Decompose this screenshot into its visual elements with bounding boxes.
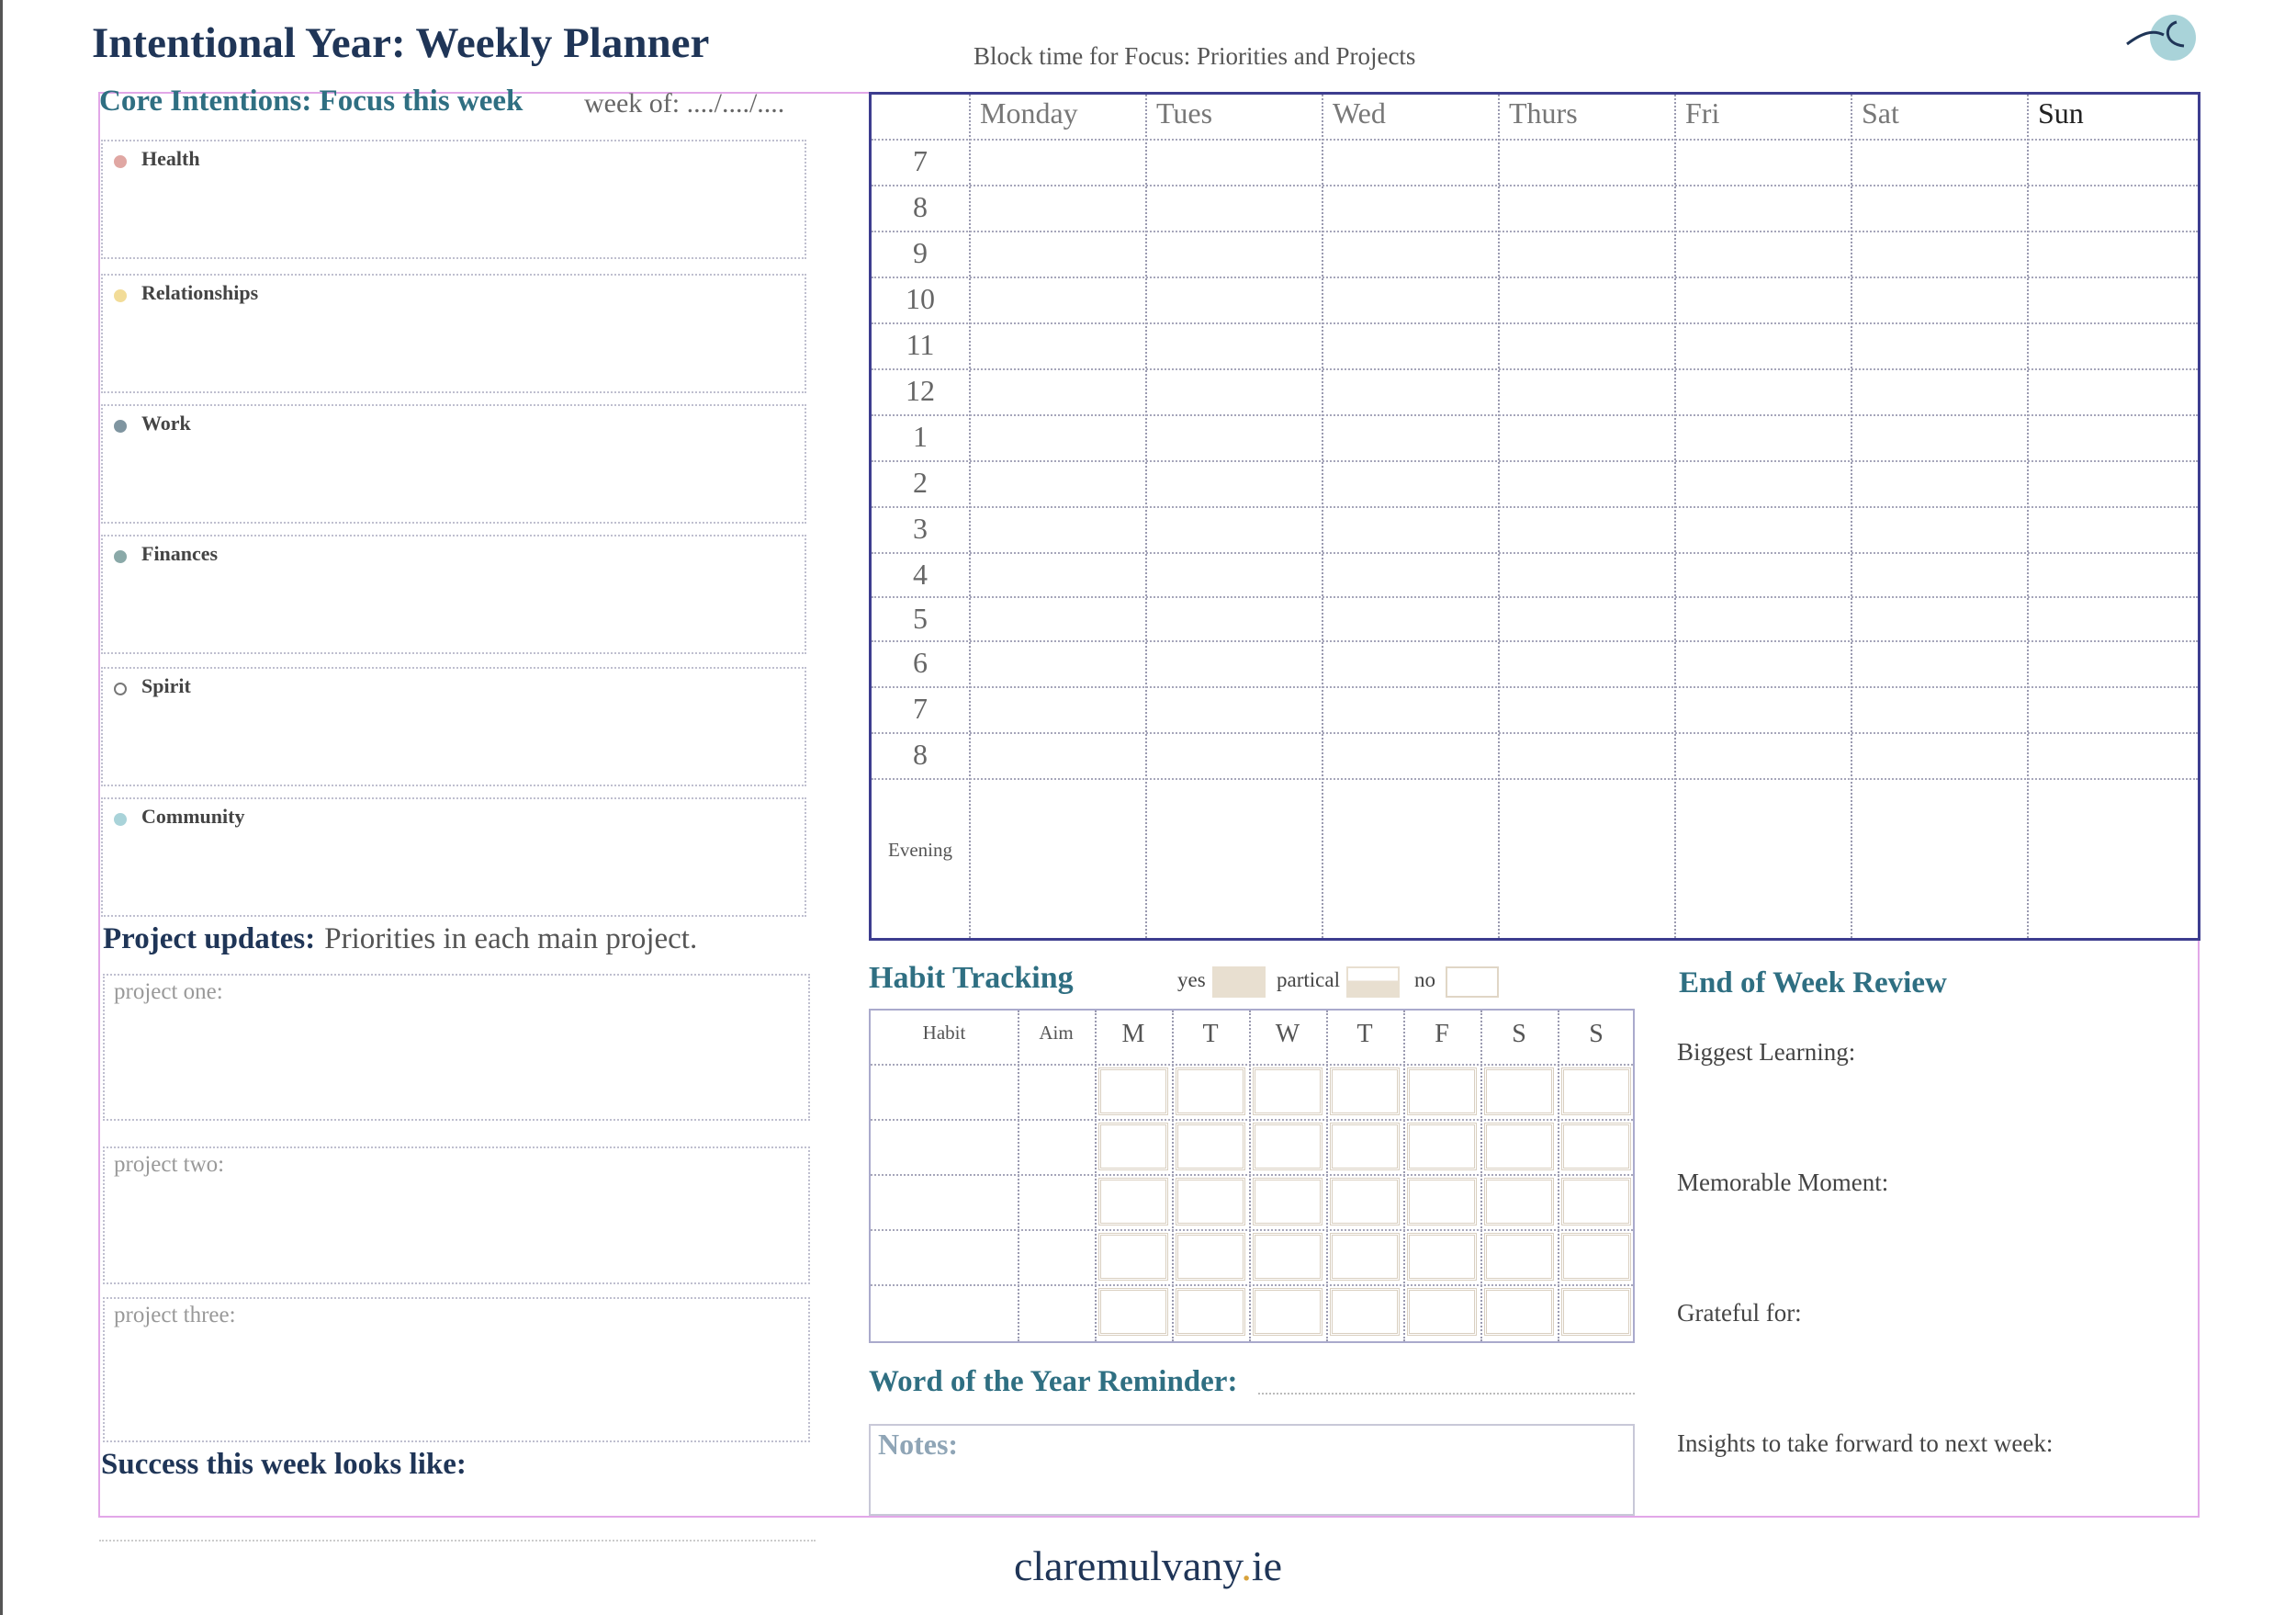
project-box-one[interactable]: [103, 974, 810, 1121]
habit-day-header: M: [1121, 1020, 1145, 1048]
intention-box-spirit[interactable]: [101, 667, 806, 786]
aim-column-header: Aim: [1039, 1022, 1074, 1044]
end-of-week-review-heading: End of Week Review: [1679, 966, 1947, 999]
schedule-row-divider: [872, 277, 2198, 278]
review-prompt-insights: Insights to take forward to next week:: [1677, 1429, 2054, 1457]
hour-label: 6: [913, 646, 928, 679]
habit-checkbox[interactable]: [1253, 1288, 1322, 1336]
intention-label-relationships: Relationships: [141, 281, 259, 304]
word-of-year-heading: Word of the Year Reminder:: [869, 1365, 1238, 1398]
work-dot-icon: [114, 420, 127, 433]
word-of-year-write-line[interactable]: [1258, 1393, 1635, 1395]
habit-checkbox[interactable]: [1330, 1123, 1400, 1170]
habit-checkbox[interactable]: [1098, 1067, 1168, 1115]
schedule-column-divider: [969, 95, 971, 938]
project-label-two: project two:: [114, 1152, 225, 1177]
habit-day-header: S: [1512, 1020, 1526, 1048]
relationships-dot-icon: [114, 289, 127, 302]
weekly-schedule-grid: [869, 92, 2200, 941]
intention-label-community: Community: [141, 805, 245, 828]
day-header-sun: Sun: [2038, 96, 2084, 130]
habit-checkbox[interactable]: [1330, 1288, 1400, 1336]
habit-checkbox[interactable]: [1407, 1233, 1477, 1281]
hour-label: 3: [913, 512, 928, 545]
intention-label-spirit: Spirit: [141, 674, 191, 697]
project-updates-label: Project updates:: [103, 922, 316, 955]
intention-box-relationships[interactable]: [101, 274, 806, 393]
habit-row-divider: [871, 1174, 1633, 1176]
schedule-row-divider: [872, 596, 2198, 598]
schedule-row-divider: [872, 732, 2198, 734]
schedule-row-divider: [872, 185, 2198, 186]
schedule-column-divider: [1322, 95, 1323, 938]
habit-checkbox[interactable]: [1407, 1067, 1477, 1115]
day-header-sat: Sat: [1862, 96, 1899, 130]
habit-checkbox[interactable]: [1484, 1067, 1554, 1115]
habit-checkbox[interactable]: [1176, 1178, 1245, 1225]
habit-checkbox[interactable]: [1407, 1288, 1477, 1336]
success-heading: Success this week looks like:: [101, 1448, 467, 1481]
habit-checkbox[interactable]: [1176, 1288, 1245, 1336]
intention-box-health[interactable]: [101, 140, 806, 259]
hour-label: 8: [913, 190, 928, 223]
evening-label: Evening: [888, 839, 952, 861]
wave-logo-icon: [2123, 13, 2204, 62]
page-left-edge: [0, 0, 3, 1615]
habit-day-header: S: [1589, 1020, 1604, 1048]
notes-box[interactable]: [869, 1424, 1635, 1516]
schedule-column-divider: [1145, 95, 1147, 938]
schedule-column-divider: [2027, 95, 2029, 938]
habit-checkbox[interactable]: [1176, 1067, 1245, 1115]
hour-label: 9: [913, 236, 928, 269]
hour-label: 11: [906, 328, 935, 361]
habit-day-header: W: [1275, 1020, 1300, 1048]
habit-checkbox[interactable]: [1098, 1233, 1168, 1281]
footer-website: [0, 1542, 2296, 1590]
schedule-column-divider: [1851, 95, 1852, 938]
habit-column-divider: [1558, 1011, 1559, 1341]
schedule-row-divider: [872, 414, 2198, 416]
habit-checkbox[interactable]: [1330, 1067, 1400, 1115]
intention-label-work: Work: [141, 412, 191, 435]
habit-checkbox[interactable]: [1484, 1178, 1554, 1225]
habit-checkbox[interactable]: [1253, 1067, 1322, 1115]
hour-label: 4: [913, 558, 928, 591]
day-header-monday: Monday: [980, 96, 1078, 130]
habit-day-header: F: [1435, 1020, 1449, 1048]
habit-day-header: T: [1356, 1020, 1373, 1048]
community-dot-icon: [114, 813, 127, 826]
project-box-three[interactable]: [103, 1297, 810, 1442]
schedule-row-divider: [872, 139, 2198, 141]
health-dot-icon: [114, 155, 127, 168]
intention-box-finances[interactable]: [101, 535, 806, 654]
habit-checkbox[interactable]: [1176, 1233, 1245, 1281]
hour-label: 2: [913, 466, 928, 499]
habit-checkbox[interactable]: [1561, 1123, 1631, 1170]
habit-checkbox[interactable]: [1098, 1178, 1168, 1225]
page-subtitle: Block time for Focus: Priorities and Projects: [974, 42, 1416, 70]
schedule-row-divider: [872, 322, 2198, 324]
intention-label-finances: Finances: [141, 542, 219, 565]
habit-checkbox[interactable]: [1176, 1123, 1245, 1170]
habit-checkbox[interactable]: [1407, 1178, 1477, 1225]
habit-checkbox[interactable]: [1330, 1178, 1400, 1225]
hour-label: 5: [913, 602, 928, 635]
schedule-row-divider: [872, 686, 2198, 688]
review-prompt-memorable-moment: Memorable Moment:: [1677, 1169, 1889, 1196]
project-box-two[interactable]: [103, 1146, 810, 1284]
intention-box-community[interactable]: [101, 797, 806, 917]
habit-checkbox[interactable]: [1253, 1233, 1322, 1281]
habit-column-divider: [1249, 1011, 1251, 1341]
habit-tracking-table: [869, 1009, 1635, 1343]
footer-site-prefix: claremulvany: [1013, 1542, 1242, 1589]
habit-row-divider: [871, 1119, 1633, 1121]
intention-label-health: Health: [141, 147, 200, 170]
project-updates-heading: [103, 922, 697, 956]
habit-row-divider: [871, 1229, 1633, 1231]
habit-checkbox[interactable]: [1407, 1123, 1477, 1170]
habit-checkbox[interactable]: [1253, 1178, 1322, 1225]
habit-checkbox[interactable]: [1098, 1288, 1168, 1336]
legend-no-label: no: [1414, 968, 1435, 991]
day-header-wed: Wed: [1333, 96, 1386, 130]
hour-label: 10: [906, 282, 935, 315]
day-header-fri: Fri: [1685, 96, 1720, 130]
project-label-one: project one:: [114, 979, 223, 1004]
habit-column-divider: [1172, 1011, 1174, 1341]
legend-partial-swatch: [1346, 966, 1400, 998]
habit-checkbox[interactable]: [1561, 1178, 1631, 1225]
schedule-row-divider: [872, 552, 2198, 554]
schedule-row-divider: [872, 368, 2198, 370]
legend-no-swatch: [1446, 966, 1499, 998]
hour-label: 12: [906, 374, 935, 407]
project-updates-caption: Priorities in each main project.: [324, 922, 698, 955]
schedule-column-divider: [1498, 95, 1500, 938]
habit-checkbox[interactable]: [1561, 1067, 1631, 1115]
habit-checkbox[interactable]: [1484, 1233, 1554, 1281]
schedule-column-divider: [1674, 95, 1676, 938]
habit-checkbox[interactable]: [1561, 1233, 1631, 1281]
week-of-field[interactable]: week of: ..../..../....: [584, 88, 785, 119]
habit-checkbox[interactable]: [1561, 1288, 1631, 1336]
hour-label: 8: [913, 738, 928, 771]
habit-checkbox[interactable]: [1484, 1288, 1554, 1336]
habit-column-divider: [1018, 1011, 1019, 1341]
page-title: Intentional Year: Weekly Planner: [92, 19, 710, 67]
habit-row-divider: [871, 1284, 1633, 1286]
day-header-tues: Tues: [1156, 96, 1213, 130]
schedule-row-divider: [872, 778, 2198, 780]
footer-site-suffix: ie: [1251, 1542, 1283, 1589]
finances-dot-icon: [114, 550, 127, 563]
hour-label: 7: [913, 692, 928, 725]
intention-box-work[interactable]: [101, 404, 806, 524]
legend-yes-swatch: [1212, 966, 1266, 998]
habit-day-header: T: [1202, 1020, 1219, 1048]
habit-column-divider: [1095, 1011, 1097, 1341]
review-prompt-grateful-for: Grateful for:: [1677, 1299, 1802, 1327]
habit-column-header: Habit: [922, 1022, 966, 1044]
schedule-row-divider: [872, 460, 2198, 462]
habit-row-divider: [871, 1064, 1633, 1066]
habit-column-divider: [1480, 1011, 1482, 1341]
schedule-row-divider: [872, 231, 2198, 232]
schedule-row-divider: [872, 640, 2198, 642]
habit-tracking-heading: Habit Tracking: [869, 961, 1074, 995]
spirit-dot-icon: [114, 683, 127, 695]
schedule-row-divider: [872, 506, 2198, 508]
footer-site-dot: .: [1241, 1542, 1252, 1589]
habit-checkbox[interactable]: [1098, 1123, 1168, 1170]
core-intentions-heading: Core Intentions: Focus this week: [99, 85, 523, 118]
habit-column-divider: [1326, 1011, 1328, 1341]
legend-yes-label: yes: [1177, 968, 1206, 991]
review-prompt-biggest-learning: Biggest Learning:: [1677, 1038, 1856, 1066]
notes-label: Notes:: [878, 1428, 959, 1461]
day-header-thurs: Thurs: [1509, 96, 1578, 130]
legend-partial-label: partical: [1277, 968, 1340, 991]
project-label-three: project three:: [114, 1303, 236, 1327]
habit-checkbox[interactable]: [1330, 1233, 1400, 1281]
habit-checkbox[interactable]: [1484, 1123, 1554, 1170]
habit-column-divider: [1403, 1011, 1405, 1341]
habit-checkbox[interactable]: [1253, 1123, 1322, 1170]
hour-label: 1: [913, 420, 928, 453]
hour-label: 7: [913, 144, 928, 177]
